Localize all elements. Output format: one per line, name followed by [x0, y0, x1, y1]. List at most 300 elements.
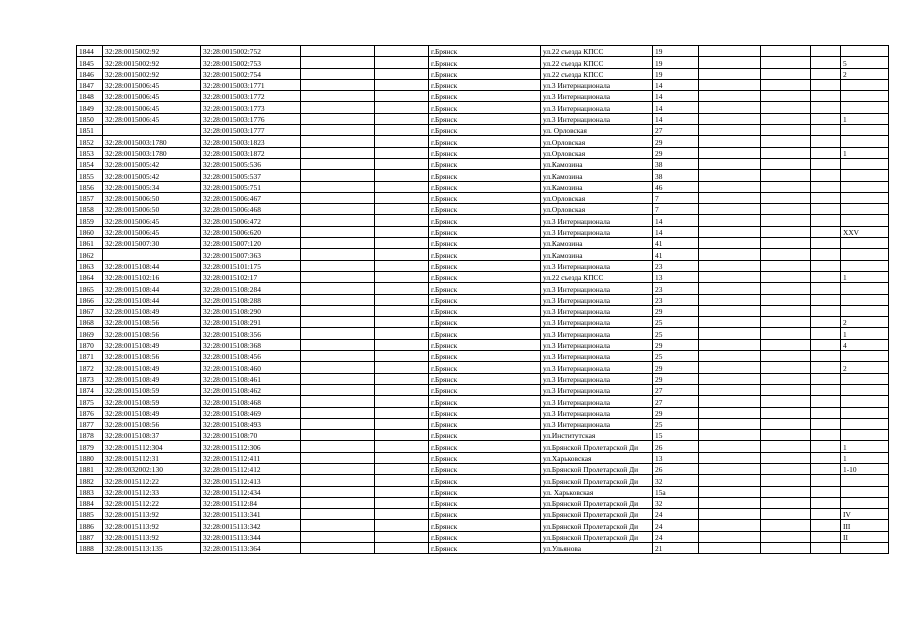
street-cell: ул.3 Интернационала — [541, 294, 653, 305]
cadastral-number-cell: 32:28:0015003:1823 — [201, 136, 301, 147]
street-cell: ул.Камозина — [541, 249, 653, 260]
row-number-cell: 1865 — [77, 283, 103, 294]
empty-col-b-cell — [375, 509, 429, 520]
empty-col-b-cell — [375, 215, 429, 226]
house-number-cell: 38 — [653, 158, 699, 169]
cadastral-number-cell: 32:28:0015108:288 — [201, 294, 301, 305]
city-cell: г.Брянск — [429, 497, 541, 508]
apartment-cell — [841, 158, 889, 169]
empty-col-a-cell — [301, 181, 375, 192]
empty-col-b-cell — [375, 283, 429, 294]
street-cell: ул.3 Интернационала — [541, 113, 653, 124]
table-row — [77, 91, 889, 102]
house-number-cell: 23 — [653, 260, 699, 271]
city-cell: г.Брянск — [429, 305, 541, 316]
empty-col-b-cell — [375, 351, 429, 362]
house-number-cell: 25 — [653, 418, 699, 429]
parent-cadastral-number-cell: 32:28:0015006:45 — [103, 226, 201, 237]
row-number-cell: 1878 — [77, 430, 103, 441]
empty-col-b-cell — [375, 294, 429, 305]
city-cell: г.Брянск — [429, 192, 541, 203]
empty-col-c-cell — [699, 136, 761, 147]
empty-col-d-cell — [761, 543, 811, 554]
street-cell: ул.3 Интернационала — [541, 373, 653, 384]
apartment-cell: 5 — [841, 57, 889, 68]
row-number-cell: 1881 — [77, 463, 103, 474]
parent-cadastral-number-cell: 32:28:0015005:42 — [103, 170, 201, 181]
empty-col-d-cell — [761, 351, 811, 362]
empty-col-e-cell — [811, 497, 841, 508]
house-number-cell: 29 — [653, 136, 699, 147]
house-number-cell: 27 — [653, 396, 699, 407]
city-cell: г.Брянск — [429, 102, 541, 113]
empty-col-a-cell — [301, 351, 375, 362]
empty-col-d-cell — [761, 520, 811, 531]
cadastral-number-cell: 32:28:0015003:1772 — [201, 91, 301, 102]
empty-col-a-cell — [301, 317, 375, 328]
parent-cadastral-number-cell: 32:28:0015112:22 — [103, 475, 201, 486]
empty-col-d-cell — [761, 215, 811, 226]
empty-col-d-cell — [761, 271, 811, 282]
apartment-cell — [841, 79, 889, 90]
empty-col-d-cell — [761, 396, 811, 407]
street-cell: ул.Институтская — [541, 430, 653, 441]
empty-col-b-cell — [375, 373, 429, 384]
register-table — [76, 45, 889, 554]
empty-col-c-cell — [699, 192, 761, 203]
house-number-cell: 25 — [653, 351, 699, 362]
empty-col-d-cell — [761, 204, 811, 215]
apartment-cell: 2 — [841, 362, 889, 373]
empty-col-a-cell — [301, 260, 375, 271]
row-number-cell: 1885 — [77, 509, 103, 520]
row-number-cell: 1848 — [77, 91, 103, 102]
city-cell: г.Брянск — [429, 271, 541, 282]
empty-col-e-cell — [811, 396, 841, 407]
table-row — [77, 373, 889, 384]
empty-col-d-cell — [761, 418, 811, 429]
house-number-cell: 29 — [653, 407, 699, 418]
cadastral-number-cell: 32:28:0015112:412 — [201, 463, 301, 474]
table-row — [77, 158, 889, 169]
cadastral-number-cell: 32:28:0015007:120 — [201, 238, 301, 249]
parent-cadastral-number-cell: 32:28:0015006:45 — [103, 79, 201, 90]
city-cell: г.Брянск — [429, 452, 541, 463]
empty-col-b-cell — [375, 226, 429, 237]
empty-col-e-cell — [811, 317, 841, 328]
empty-col-b-cell — [375, 384, 429, 395]
row-number-cell: 1869 — [77, 328, 103, 339]
empty-col-a-cell — [301, 170, 375, 181]
empty-col-a-cell — [301, 497, 375, 508]
empty-col-c-cell — [699, 317, 761, 328]
empty-col-e-cell — [811, 226, 841, 237]
street-cell: ул.Орловская — [541, 204, 653, 215]
parent-cadastral-number-cell: 32:28:0015108:56 — [103, 351, 201, 362]
parent-cadastral-number-cell: 32:28:0015006:45 — [103, 102, 201, 113]
house-number-cell: 13 — [653, 271, 699, 282]
city-cell: г.Брянск — [429, 396, 541, 407]
row-number-cell: 1879 — [77, 441, 103, 452]
street-cell: ул. Орловская — [541, 125, 653, 136]
cadastral-number-cell: 32:28:0015003:1771 — [201, 79, 301, 90]
empty-col-c-cell — [699, 362, 761, 373]
row-number-cell: 1882 — [77, 475, 103, 486]
parent-cadastral-number-cell: 32:28:0015006:45 — [103, 113, 201, 124]
empty-col-e-cell — [811, 543, 841, 554]
table-row — [77, 463, 889, 474]
house-number-cell: 29 — [653, 339, 699, 350]
house-number-cell: 26 — [653, 441, 699, 452]
parent-cadastral-number-cell: 32:28:0015113:92 — [103, 531, 201, 542]
empty-col-a-cell — [301, 520, 375, 531]
empty-col-e-cell — [811, 418, 841, 429]
city-cell: г.Брянск — [429, 57, 541, 68]
city-cell: г.Брянск — [429, 170, 541, 181]
street-cell: ул. Харьковская — [541, 486, 653, 497]
empty-col-c-cell — [699, 226, 761, 237]
empty-col-e-cell — [811, 249, 841, 260]
apartment-cell: II — [841, 531, 889, 542]
table-row — [77, 102, 889, 113]
empty-col-c-cell — [699, 497, 761, 508]
house-number-cell: 41 — [653, 238, 699, 249]
house-number-cell: 24 — [653, 509, 699, 520]
city-cell: г.Брянск — [429, 373, 541, 384]
house-number-cell: 32 — [653, 497, 699, 508]
cadastral-number-cell: 32:28:0015102:17 — [201, 271, 301, 282]
empty-col-c-cell — [699, 373, 761, 384]
row-number-cell: 1874 — [77, 384, 103, 395]
table-row — [77, 305, 889, 316]
empty-col-b-cell — [375, 362, 429, 373]
empty-col-b-cell — [375, 79, 429, 90]
parent-cadastral-number-cell: 32:28:0015112:304 — [103, 441, 201, 452]
empty-col-a-cell — [301, 238, 375, 249]
house-number-cell: 19 — [653, 68, 699, 79]
parent-cadastral-number-cell: 32:28:0015113:135 — [103, 543, 201, 554]
empty-col-b-cell — [375, 113, 429, 124]
empty-col-a-cell — [301, 407, 375, 418]
parent-cadastral-number-cell: 32:28:0015108:59 — [103, 396, 201, 407]
house-number-cell: 27 — [653, 125, 699, 136]
city-cell: г.Брянск — [429, 260, 541, 271]
cadastral-number-cell: 32:28:0015108:290 — [201, 305, 301, 316]
empty-col-d-cell — [761, 384, 811, 395]
parent-cadastral-number-cell: 32:28:0015006:45 — [103, 91, 201, 102]
empty-col-b-cell — [375, 486, 429, 497]
city-cell: г.Брянск — [429, 384, 541, 395]
empty-col-a-cell — [301, 46, 375, 57]
empty-col-b-cell — [375, 271, 429, 282]
empty-col-c-cell — [699, 46, 761, 57]
empty-col-d-cell — [761, 475, 811, 486]
table-row — [77, 192, 889, 203]
empty-col-d-cell — [761, 68, 811, 79]
cadastral-number-cell: 32:28:0015006:468 — [201, 204, 301, 215]
empty-col-b-cell — [375, 339, 429, 350]
table-row — [77, 497, 889, 508]
cadastral-number-cell: 32:28:0015108:284 — [201, 283, 301, 294]
cadastral-number-cell: 32:28:0015006:620 — [201, 226, 301, 237]
apartment-cell: 2 — [841, 317, 889, 328]
empty-col-e-cell — [811, 181, 841, 192]
empty-col-e-cell — [811, 136, 841, 147]
empty-col-d-cell — [761, 113, 811, 124]
city-cell: г.Брянск — [429, 181, 541, 192]
empty-col-a-cell — [301, 373, 375, 384]
empty-col-d-cell — [761, 531, 811, 542]
row-number-cell: 1873 — [77, 373, 103, 384]
row-number-cell: 1872 — [77, 362, 103, 373]
city-cell: г.Брянск — [429, 136, 541, 147]
row-number-cell: 1880 — [77, 452, 103, 463]
empty-col-a-cell — [301, 328, 375, 339]
empty-col-e-cell — [811, 147, 841, 158]
table-row — [77, 543, 889, 554]
empty-col-b-cell — [375, 192, 429, 203]
empty-col-d-cell — [761, 79, 811, 90]
parent-cadastral-number-cell: 32:28:0015003:1780 — [103, 147, 201, 158]
apartment-cell — [841, 260, 889, 271]
parent-cadastral-number-cell: 32:28:0015006:50 — [103, 204, 201, 215]
table-row — [77, 418, 889, 429]
empty-col-d-cell — [761, 170, 811, 181]
parent-cadastral-number-cell — [103, 249, 201, 260]
apartment-cell — [841, 351, 889, 362]
empty-col-d-cell — [761, 305, 811, 316]
table-row — [77, 271, 889, 282]
apartment-cell: 1 — [841, 271, 889, 282]
apartment-cell — [841, 418, 889, 429]
cadastral-number-cell: 32:28:0015108:368 — [201, 339, 301, 350]
house-number-cell: 23 — [653, 294, 699, 305]
street-cell: ул.3 Интернационала — [541, 384, 653, 395]
apartment-cell — [841, 486, 889, 497]
apartment-cell — [841, 136, 889, 147]
table-row — [77, 396, 889, 407]
street-cell: ул.3 Интернационала — [541, 407, 653, 418]
city-cell: г.Брянск — [429, 351, 541, 362]
empty-col-d-cell — [761, 260, 811, 271]
empty-col-e-cell — [811, 407, 841, 418]
empty-col-c-cell — [699, 339, 761, 350]
empty-col-d-cell — [761, 452, 811, 463]
house-number-cell: 32 — [653, 475, 699, 486]
cadastral-number-cell: 32:28:0015003:1872 — [201, 147, 301, 158]
cadastral-number-cell: 32:28:0015005:536 — [201, 158, 301, 169]
empty-col-e-cell — [811, 339, 841, 350]
empty-col-b-cell — [375, 170, 429, 181]
table-row — [77, 113, 889, 124]
empty-col-c-cell — [699, 215, 761, 226]
cadastral-number-cell: 32:28:0015005:751 — [201, 181, 301, 192]
parent-cadastral-number-cell: 32:28:0015102:16 — [103, 271, 201, 282]
table-row — [77, 475, 889, 486]
empty-col-c-cell — [699, 486, 761, 497]
city-cell: г.Брянск — [429, 543, 541, 554]
cadastral-number-cell: 32:28:0015005:537 — [201, 170, 301, 181]
empty-col-e-cell — [811, 113, 841, 124]
table-row — [77, 238, 889, 249]
empty-col-e-cell — [811, 531, 841, 542]
city-cell: г.Брянск — [429, 441, 541, 452]
row-number-cell: 1858 — [77, 204, 103, 215]
empty-col-c-cell — [699, 249, 761, 260]
city-cell: г.Брянск — [429, 68, 541, 79]
house-number-cell: 23 — [653, 283, 699, 294]
empty-col-a-cell — [301, 271, 375, 282]
cadastral-number-cell: 32:28:0015002:754 — [201, 68, 301, 79]
table-row — [77, 531, 889, 542]
parent-cadastral-number-cell: 32:28:0015108:49 — [103, 362, 201, 373]
table-row — [77, 351, 889, 362]
empty-col-e-cell — [811, 170, 841, 181]
house-number-cell: 38 — [653, 170, 699, 181]
street-cell: ул.22 съезда КПСС — [541, 68, 653, 79]
row-number-cell: 1875 — [77, 396, 103, 407]
empty-col-a-cell — [301, 113, 375, 124]
cadastral-number-cell: 32:28:0015113:342 — [201, 520, 301, 531]
empty-col-c-cell — [699, 91, 761, 102]
apartment-cell — [841, 430, 889, 441]
parent-cadastral-number-cell: 32:28:0015108:56 — [103, 418, 201, 429]
empty-col-c-cell — [699, 283, 761, 294]
street-cell: ул.3 Интернационала — [541, 102, 653, 113]
cadastral-number-cell: 32:28:0015101:175 — [201, 260, 301, 271]
parent-cadastral-number-cell: 32:28:0015108:37 — [103, 430, 201, 441]
street-cell: ул.Камозина — [541, 238, 653, 249]
empty-col-a-cell — [301, 305, 375, 316]
cadastral-number-cell: 32:28:0015007:363 — [201, 249, 301, 260]
empty-col-c-cell — [699, 204, 761, 215]
street-cell: ул.3 Интернационала — [541, 260, 653, 271]
street-cell: ул.3 Интернационала — [541, 226, 653, 237]
empty-col-b-cell — [375, 158, 429, 169]
empty-col-c-cell — [699, 509, 761, 520]
empty-col-d-cell — [761, 249, 811, 260]
empty-col-d-cell — [761, 509, 811, 520]
apartment-cell — [841, 46, 889, 57]
street-cell: ул.Камозина — [541, 158, 653, 169]
parent-cadastral-number-cell: 32:28:0015108:56 — [103, 317, 201, 328]
empty-col-c-cell — [699, 520, 761, 531]
empty-col-d-cell — [761, 238, 811, 249]
cadastral-number-cell: 32:28:0015112:84 — [201, 497, 301, 508]
empty-col-c-cell — [699, 384, 761, 395]
apartment-cell: III — [841, 520, 889, 531]
empty-col-c-cell — [699, 418, 761, 429]
city-cell: г.Брянск — [429, 407, 541, 418]
apartment-cell — [841, 497, 889, 508]
street-cell: ул.Орловская — [541, 136, 653, 147]
parent-cadastral-number-cell: 32:28:0015108:49 — [103, 407, 201, 418]
house-number-cell: 14 — [653, 79, 699, 90]
empty-col-e-cell — [811, 271, 841, 282]
street-cell: ул.Брянской Пролетарской Ди — [541, 475, 653, 486]
city-cell: г.Брянск — [429, 46, 541, 57]
table-row — [77, 339, 889, 350]
city-cell: г.Брянск — [429, 238, 541, 249]
apartment-cell — [841, 475, 889, 486]
apartment-cell: 1-10 — [841, 463, 889, 474]
empty-col-b-cell — [375, 328, 429, 339]
city-cell: г.Брянск — [429, 317, 541, 328]
city-cell: г.Брянск — [429, 204, 541, 215]
street-cell: ул.Брянской Пролетарской Ди — [541, 497, 653, 508]
parent-cadastral-number-cell: 32:28:0015006:45 — [103, 215, 201, 226]
table-row — [77, 226, 889, 237]
table-row — [77, 215, 889, 226]
apartment-cell — [841, 192, 889, 203]
empty-col-c-cell — [699, 238, 761, 249]
empty-col-b-cell — [375, 317, 429, 328]
empty-col-e-cell — [811, 283, 841, 294]
street-cell: ул.Харьковская — [541, 452, 653, 463]
empty-col-d-cell — [761, 362, 811, 373]
empty-col-b-cell — [375, 91, 429, 102]
house-number-cell: 13 — [653, 452, 699, 463]
street-cell: ул.Брянской Пролетарской Ди — [541, 509, 653, 520]
empty-col-b-cell — [375, 407, 429, 418]
row-number-cell: 1870 — [77, 339, 103, 350]
house-number-cell: 19 — [653, 57, 699, 68]
empty-col-e-cell — [811, 204, 841, 215]
cadastral-number-cell: 32:28:0015112:413 — [201, 475, 301, 486]
empty-col-e-cell — [811, 79, 841, 90]
house-number-cell: 26 — [653, 463, 699, 474]
row-number-cell: 1860 — [77, 226, 103, 237]
street-cell: ул.3 Интернационала — [541, 418, 653, 429]
city-cell: г.Брянск — [429, 147, 541, 158]
cadastral-number-cell: 32:28:0015002:752 — [201, 46, 301, 57]
table-body — [77, 46, 889, 554]
street-cell: ул.3 Интернационала — [541, 79, 653, 90]
empty-col-b-cell — [375, 136, 429, 147]
cadastral-number-cell: 32:28:0015112:434 — [201, 486, 301, 497]
empty-col-c-cell — [699, 475, 761, 486]
empty-col-a-cell — [301, 463, 375, 474]
empty-col-b-cell — [375, 475, 429, 486]
empty-col-b-cell — [375, 430, 429, 441]
cadastral-number-cell: 32:28:0015006:467 — [201, 192, 301, 203]
apartment-cell — [841, 294, 889, 305]
empty-col-c-cell — [699, 102, 761, 113]
cadastral-number-cell: 32:28:0015108:469 — [201, 407, 301, 418]
apartment-cell: 1 — [841, 452, 889, 463]
row-number-cell: 1856 — [77, 181, 103, 192]
cadastral-number-cell: 32:28:0015003:1777 — [201, 125, 301, 136]
street-cell: ул.3 Интернационала — [541, 317, 653, 328]
city-cell: г.Брянск — [429, 520, 541, 531]
street-cell: ул.Брянской Пролетарской Ди — [541, 441, 653, 452]
parent-cadastral-number-cell: 32:28:0015003:1780 — [103, 136, 201, 147]
empty-col-d-cell — [761, 226, 811, 237]
empty-col-e-cell — [811, 475, 841, 486]
street-cell: ул.22 съезда КПСС — [541, 271, 653, 282]
empty-col-b-cell — [375, 57, 429, 68]
empty-col-c-cell — [699, 158, 761, 169]
row-number-cell: 1877 — [77, 418, 103, 429]
empty-col-a-cell — [301, 147, 375, 158]
empty-col-b-cell — [375, 68, 429, 79]
empty-col-e-cell — [811, 520, 841, 531]
row-number-cell: 1868 — [77, 317, 103, 328]
parent-cadastral-number-cell: 32:28:0015108:59 — [103, 384, 201, 395]
apartment-cell: IV — [841, 509, 889, 520]
row-number-cell: 1857 — [77, 192, 103, 203]
parent-cadastral-number-cell: 32:28:0015108:49 — [103, 305, 201, 316]
